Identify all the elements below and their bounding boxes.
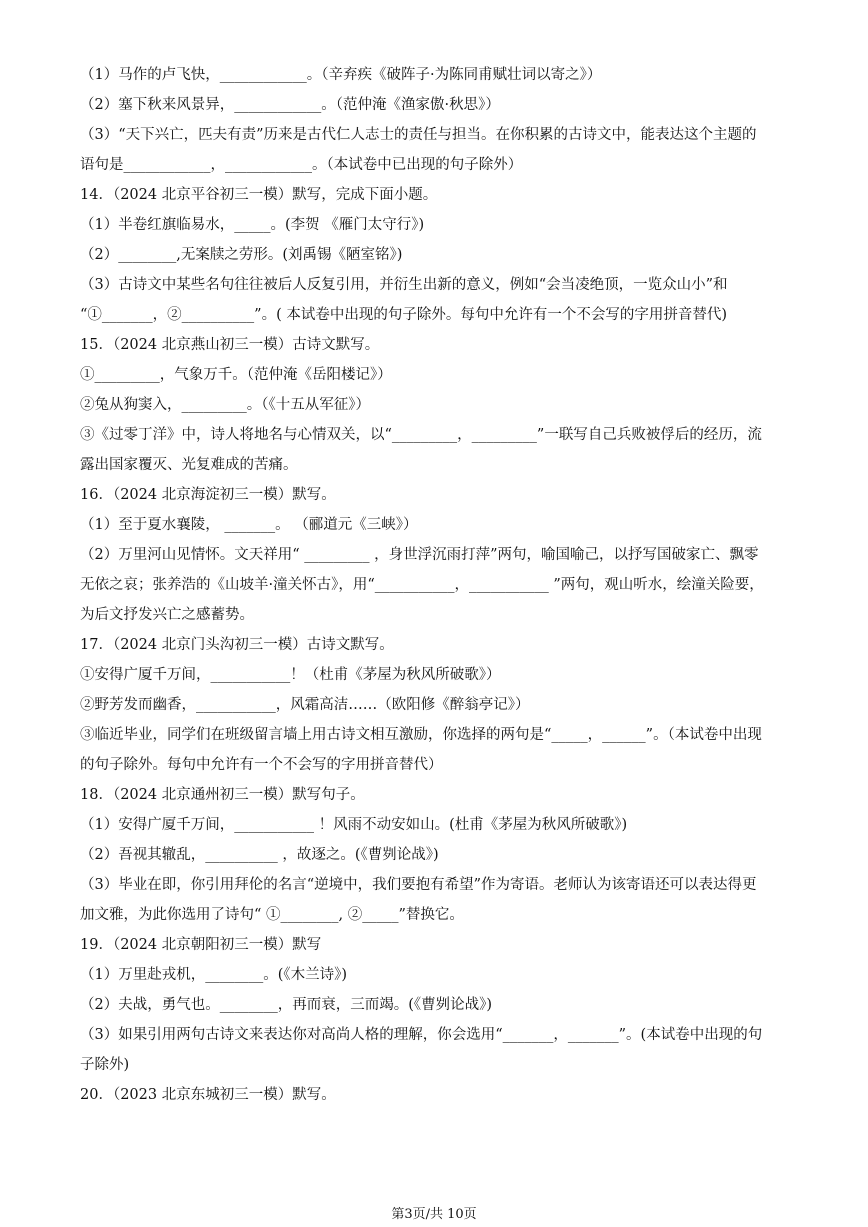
text-line: （1）万里赴戎机，________。(《木兰诗》) (80, 967, 348, 983)
text-line: 子除外) (80, 1057, 130, 1073)
text-line: （2）________,无案牍之劳形。(刘禹锡《陋室铭》) (80, 247, 403, 263)
text-line: 语句是____________，____________。（本试卷中已出现的句子除外） (80, 157, 523, 173)
question-heading: 17．（2024 北京门头沟初三一模）古诗文默写。 (80, 637, 394, 653)
text-line: 的句子除外。每句中允许有一个不会写的字用拼音替代） (80, 757, 443, 773)
text-line: （2）夫战，勇气也。________，再而衰，三而竭。(《曹刿论战》) (80, 997, 493, 1013)
question-heading: 16．（2024 北京海淀初三一模）默写。 (80, 487, 336, 503)
text-line: （3）毕业在即，你引用拜伦的名言“逆境中，我们要抱有希望”作为寄语。老师认为该寄语还可以表达得更 (80, 877, 757, 893)
text-line: （2）万里河山见情怀。文天祥用“ _________ ，身世浮沉雨打萍”两句，喻国喻己，以抒写国破家亡、飘零 (80, 547, 759, 563)
text-line: 为后文抒发兴亡之感蓄势。 (80, 607, 254, 623)
text-line: 露出国家覆灭、光复难成的苦痛。 (80, 457, 298, 473)
text-line: （3）如果引用两句古诗文来表达你对高尚人格的理解，你会选用“_______，_______”。(本试卷中出现的句 (80, 1027, 763, 1043)
text-line: （1）半卷红旗临易水，_____。(李贺 《雁门太守行》) (80, 217, 425, 233)
text-line: ②野芳发而幽香，___________，风霜高洁……（欧阳修《醉翁亭记》） (80, 697, 530, 713)
text-line: （1）安得广厦千万间，___________ ！风雨不动安如山。(杜甫《茅屋为秋风所破歌》) (80, 817, 628, 833)
text-line: ③临近毕业，同学们在班级留言墙上用古诗文相互激励，你选择的两句是“_____，______”。（本试卷中出现 (80, 727, 762, 743)
text-line: ②兔从狗窦入，_________。（《十五从军征》） (80, 397, 370, 413)
question-heading: 19．（2024 北京朝阳初三一模）默写 (80, 937, 322, 953)
text-line: ①安得广厦千万间，___________！（杜甫《茅屋为秋风所破歌》） (80, 667, 501, 683)
question-heading: 18．（2024 北京通州初三一模）默写句子。 (80, 787, 365, 803)
question-heading: 15．（2024 北京燕山初三一模）古诗文默写。 (80, 337, 380, 353)
text-line: （2）吾视其辙乱，__________ ，故逐之。(《曹刿论战》) (80, 847, 439, 863)
text-line: （3）“天下兴亡，匹夫有责”历来是古代仁人志士的责任与担当。在你积累的古诗文中，能表达这个主题的 (80, 127, 757, 143)
text-line: （1）至于夏水襄陵， _______。 （郦道元《三峡》） (80, 517, 418, 533)
text-line: ①_________，气象万千。（范仲淹《岳阳楼记》） (80, 367, 392, 383)
text-line: ③《过零丁洋》中，诗人将地名与心情双关，以“_________，_________”一联写自己兵败被俘后的经历，流 (80, 427, 762, 443)
text-line: “①_______，②__________”。( 本试卷中出现的句子除外。每句中允许有一个不会写的字用拼音替代) (80, 307, 727, 323)
page-number: 第3页/共 10页 (391, 1207, 477, 1222)
document-body (80, 60, 790, 1110)
text-line: （1）马作的卢飞快，____________。（辛弃疾《破阵子·为陈同甫赋壮词以寄之》） (80, 67, 602, 83)
text-line: （3）古诗文中某些名句往往被后人反复引用，并衍生出新的意义，例如“会当凌绝顶，一览众山小”和 (80, 277, 728, 293)
text-line: 加文雅，为此你选用了诗句“ ①________, ②_____”替换它。 (80, 907, 464, 923)
text-line: （2）塞下秋来风景异，____________。（范仲淹《渔家傲·秋思》） (80, 97, 500, 113)
question-heading: 20．（2023 北京东城初三一模）默写。 (80, 1087, 336, 1103)
text-line: 无依之哀；张养浩的《山坡羊·潼关怀古》，用“___________，___________ ”两句，观山听水，绘潼关险要， (80, 577, 764, 593)
question-heading: 14．（2024 北京平谷初三一模）默写，完成下面小题。 (80, 187, 438, 203)
